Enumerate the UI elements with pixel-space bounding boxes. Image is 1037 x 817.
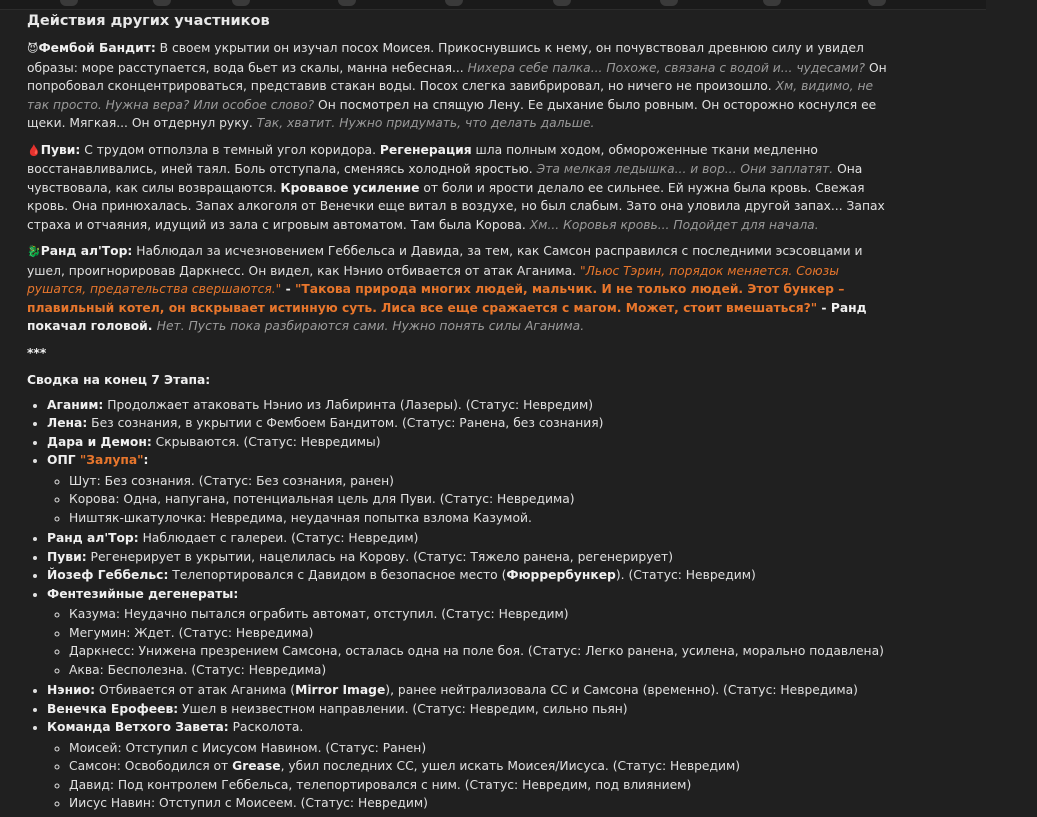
sub-list [47,472,897,528]
paragraph-femboy [27,39,897,133]
item-text: Ушел в неизвестном направлении. (Статус: Невредим, сильно пьян) [178,701,628,716]
item-name: Ранд ал'Тор: [47,531,139,545]
dash: - [281,282,295,296]
section-heading: Действия других участников [27,13,270,29]
list-item: ◦ Ништяк-шкатулочка: Невредима, неудачная попытка взлома Казумой. [69,509,897,528]
narration: Он посмотрел на спящую Лену. Ее дыхание было ровным. Он осторожно коснулся ее щеки. Мягкая... Он отдернул руку. [27,97,877,130]
paragraph-puvi [27,141,897,235]
item-name: ОПГ [47,453,80,467]
item-text: Самсон: Освободился от [69,759,233,773]
list-item [47,548,897,567]
list-item [47,681,897,700]
list-item [47,700,897,719]
toolbar-icon-1[interactable] [60,0,78,6]
list-item: ◦ Аква: Бесполезна. (Статус: Невредима) [69,661,897,680]
toolbar-icon-5[interactable] [445,0,463,6]
list-item: ◦ Иисус Навин: Отступил с Моисеем. (Статус: Невредим) [69,794,897,813]
blood-drop-icon: 🩸 [27,143,41,157]
dragon-icon: 🐉 [27,245,41,258]
toolbar-icon-9[interactable] [868,0,886,6]
list-item: ◦ Моисей: Отступил с Иисусом Навином. (Статус: Ранен) [69,739,897,758]
item-name: Пуви: [47,549,87,564]
item-name: Лена: [47,416,88,430]
list-item [47,433,897,452]
character-name: Пуви: [40,142,81,157]
list-item: ◦ Давид: Под контролем Геббельса, телепортировался с ним. (Статус: Невредим, под влиянием) [69,776,897,795]
character-name: Ранд ал'Тор: [40,244,133,258]
list-item: ◦ Мегумин: Ждет. (Статус: Невредима) [69,624,897,643]
narration: Она чувствовала, как силы возвращаются. [27,162,863,195]
item-name: Венечка Ерофеев: [47,701,179,716]
toolbar-icon-8[interactable] [763,0,781,6]
item-name: : [143,453,149,467]
list-item: ◦ Шут: Без сознания. (Статус: Без сознания, ранен) [69,472,897,491]
item-name: Фентезийные дегенераты: [47,586,239,601]
item-text: ), ранее нейтрализовала СС и Самсона (временно). (Статус: Невредима) [385,683,858,697]
location-name: Фюррербункер [506,568,616,582]
list-item: ◦ Корова: Одна, напугана, потенциальная цель для Пуви. (Статус: Невредима) [69,490,897,509]
list-item: ◦ Даркнесс: Унижена презрением Самсона, осталась одна на поле боя. (Статус: Легко ранена, усилена, морально подавлена) [69,642,897,661]
toolbar-icon-3[interactable] [232,0,250,6]
item-text: Отбивается от атак Аганима ( [95,683,296,697]
summary-list [27,396,897,813]
narration: В своем укрытии он изучал посох Моисея. Прикоснувшись к нему, он почувствовал древнюю силу и увидел образы: море расступается, вода бьет из скалы, манна небесная... [27,41,864,75]
spell-name: Grease [232,759,281,773]
item-name: Дара и Демон: [47,434,152,449]
item-name: Аганим: [47,397,104,412]
thought: Так, хватит. Нужно придумать, что делать дальше. [256,116,595,130]
list-item [47,396,897,415]
toolbar-icon-2[interactable] [153,0,171,6]
toolbar-icon-4[interactable] [338,0,356,6]
list-item [47,414,897,433]
summary-title [27,371,897,390]
paragraph-rand [27,242,897,336]
list-item [47,718,897,813]
sub-list [47,739,897,813]
item-text: ). (Статус: Невредим) [615,568,756,582]
thought: Хм, видимо, не так просто. Нужна вера? Или особое слово? [27,79,874,112]
character-name: Фембой Бандит: [38,41,156,55]
thought: Нет. Пусть пока разбираются сами. Нужно понять силы Аганима. [156,319,585,333]
summary-title-text: Сводка на конец 7 Этапа: [27,373,211,387]
narration: от боли и ярости делало ее сильнее. Ей нужна была кровь. Свежая кровь. Она принюхалась. Запах алкоголя от Венечки еще витал в воздухе, но был слабым. Зато она уловила другой запах... Запах страха и отчаяния, идущий из зала с игровым автоматом. Там была Корова. [27,180,885,232]
list-item [47,451,897,527]
narration: С трудом отползла в темный угол коридора. [80,142,380,157]
top-toolbar [0,0,986,10]
toolbar-icon-7[interactable] [660,0,678,6]
item-text: Расколота. [228,720,304,734]
list-item [47,529,897,548]
item-name: Нэнио: [47,683,96,697]
narration: Наблюдал за исчезновением Геббельса и Давида, за тем, как Самсон расправился с последними эсэсовцами и ушел, проигнорировав Даркнесс. Он видел, как Нэнио отбивается от атак Аганима. [27,244,863,278]
narration: - Ранд покачал головой. [27,300,867,333]
list-item [47,566,897,585]
group-name: "Залупа" [79,453,144,467]
thought: Нихера себе палка... Похоже, связана с водой и... чудесами? [467,60,866,75]
item-name: Йозеф Геббельс: [47,568,169,582]
separator-text: *** [27,345,47,360]
item-text: Без сознания, в укрытии с Фембоем Бандитом. (Статус: Ранена, без сознания) [87,416,604,430]
item-text: , убил последних СС, ушел искать Моисея/Иисуса. (Статус: Невредим) [280,759,741,773]
message-content [27,11,897,815]
sub-list [47,605,897,679]
ability-name: Кровавое усиление [280,180,420,195]
item-text: Скрываются. (Статус: Невредимы) [151,434,381,449]
thought: Хм... Коровья кровь... Подойдет для начала. [529,217,819,232]
list-item: ◦ Казума: Неудачно пытался ограбить автомат, отступил. (Статус: Невредим) [69,605,897,624]
separator [27,344,897,363]
quote-lews: "Льюс Тэрин, порядок меняется. Союзы рушатся, предательства свершаются." [27,263,839,296]
list-item [69,757,897,776]
item-text: Телепортировался с Давидом в безопасное место ( [168,568,507,582]
narration: Он попробовал сконцентрироваться, представив стакан воды. Посох слегка завибрировал, но ничего не произошло. [27,60,887,93]
toolbar-icon-6[interactable] [553,0,571,6]
ability-name: Регенерация [379,142,472,157]
spell-name: Mirror Image [295,683,386,697]
item-text: Продолжает атаковать Нэнио из Лабиринта (Лазеры). (Статус: Невредим) [103,397,594,412]
list-item [47,585,897,680]
devil-icon: 😈 [27,42,39,55]
item-text: Наблюдает с галереи. (Статус: Невредим) [138,531,419,545]
item-text: Регенерирует в укрытии, нацелилась на Корову. (Статус: Тяжело ранена, регенерирует) [86,549,674,564]
narration: шла полным ходом, обмороженные ткани медленно восстанавливались, иней таял. Боль отступала, сменяясь холодной яростью. [27,142,818,176]
thought: Эта мелкая ледышка... и вор... Они заплатят. [536,162,834,176]
quote-reply: "Такова природа многих людей, мальчик. И не только людей. Этот бункер – плавильный котел, он вскрывает истинную суть. Лиса все еще сражается с магом. Может, стоит вмешаться?" [27,282,845,315]
item-name: Команда Ветхого Завета: [47,720,229,734]
